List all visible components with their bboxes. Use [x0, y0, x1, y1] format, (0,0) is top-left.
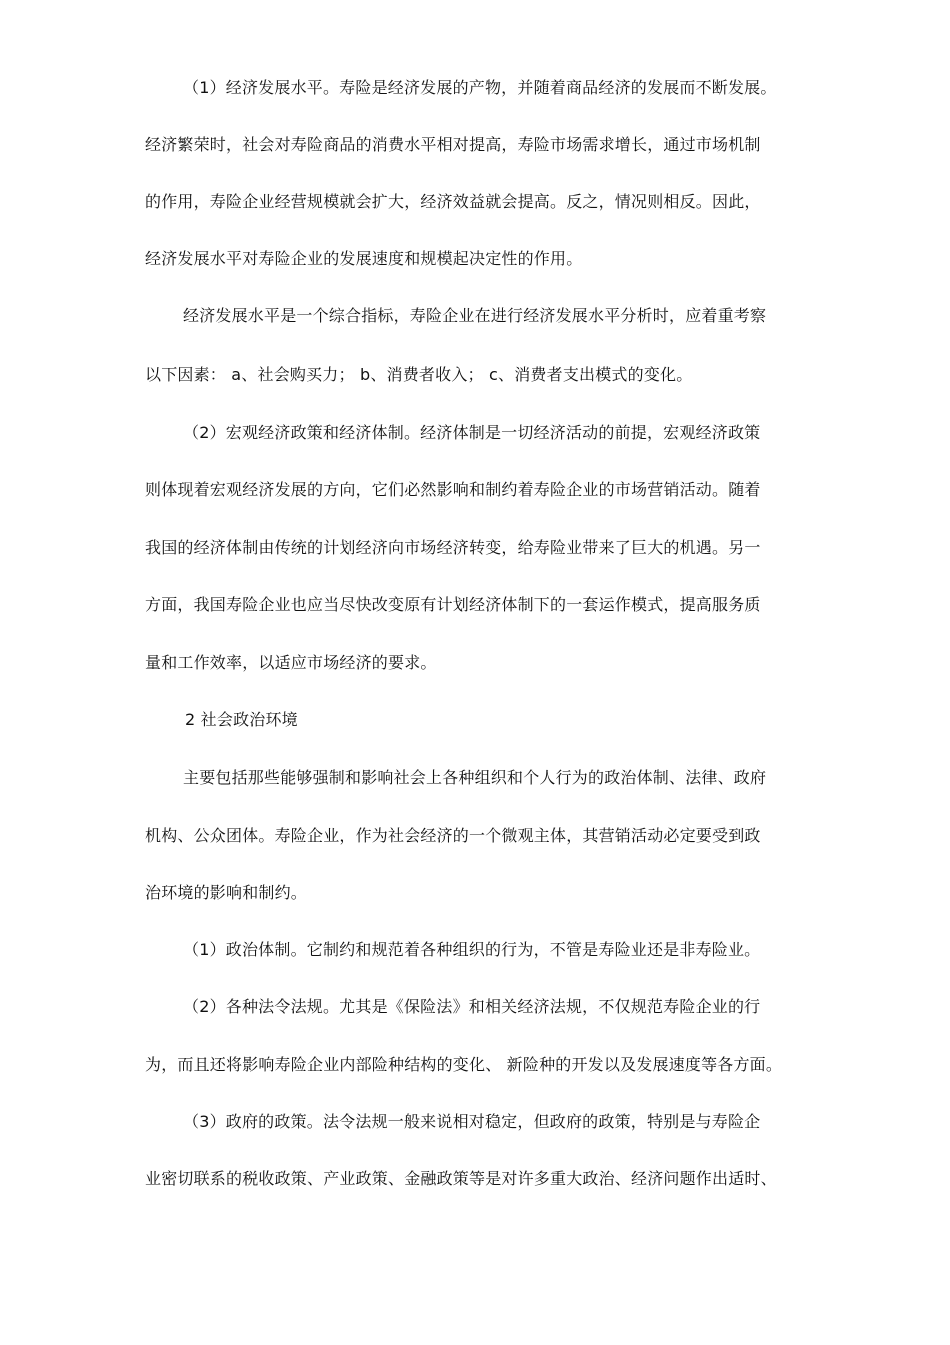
paragraph-line: 的作用，寿险企业经营规模就会扩大，经济效益就会提高。反之，情况则相反。因此，	[145, 192, 761, 211]
paragraph-line: 经济发展水平对寿险企业的发展速度和规模起决定性的作用。	[145, 249, 583, 268]
paragraph-line: 量和工作效率，以适应市场经济的要求。	[145, 653, 437, 672]
section-heading: 2 社会政治环境	[185, 710, 298, 729]
paragraph-line: （2）宏观经济政策和经济体制。经济体制是一切经济活动的前提，宏观经济政策	[183, 423, 761, 442]
paragraph-line: 经济发展水平是一个综合指标，寿险企业在进行经济发展水平分析时，应着重考察	[183, 306, 767, 325]
paragraph-line: （2）各种法令法规。尤其是《保险法》和相关经济法规，不仅规范寿险企业的行	[183, 997, 761, 1016]
paragraph-line: 治环境的影响和制约。	[145, 883, 308, 902]
paragraph-line: 以下因素： a、社会购买力； b、消费者收入； c、消费者支出模式的变化。	[145, 365, 693, 384]
paragraph-line: 业密切联系的税收政策、产业政策、金融政策等是对许多重大政治、经济问题作出适时、	[145, 1169, 777, 1188]
paragraph-line: （1）政治体制。它制约和规范着各种组织的行为，不管是寿险业还是非寿险业。	[183, 940, 761, 959]
paragraph-line: 我国的经济体制由传统的计划经济向市场经济转变，给寿险业带来了巨大的机遇。另一	[145, 538, 761, 557]
paragraph-line: 则体现着宏观经济发展的方向，它们必然影响和制约着寿险企业的市场营销活动。随着	[145, 480, 761, 499]
paragraph-line: 为，而且还将影响寿险企业内部险种结构的变化、 新险种的开发以及发展速度等各方面。	[145, 1055, 783, 1074]
paragraph-line: 方面，我国寿险企业也应当尽快改变原有计划经济体制下的一套运作模式，提高服务质	[145, 595, 761, 614]
paragraph-line: （3）政府的政策。法令法规一般来说相对稳定，但政府的政策，特别是与寿险企	[183, 1112, 761, 1131]
paragraph-line: 经济繁荣时，社会对寿险商品的消费水平相对提高，寿险市场需求增长，通过市场机制	[145, 135, 761, 154]
paragraph-line: 机构、公众团体。寿险企业，作为社会经济的一个微观主体，其营销活动必定要受到政	[145, 826, 761, 845]
paragraph-line: 主要包括那些能够强制和影响社会上各种组织和个人行为的政治体制、法律、政府	[183, 768, 767, 787]
paragraph-line: （1）经济发展水平。寿险是经济发展的产物，并随着商品经济的发展而不断发展。	[183, 78, 777, 97]
